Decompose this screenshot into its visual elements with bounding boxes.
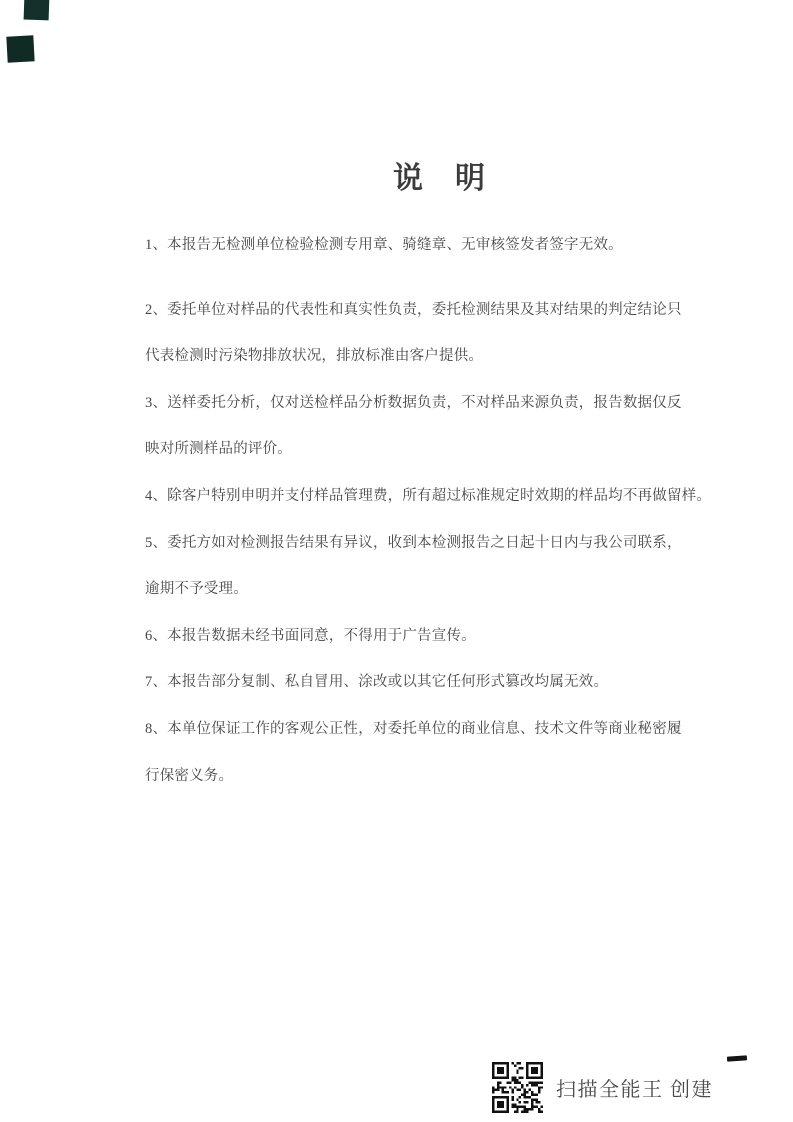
- notice-line: 映对所测样品的评价。: [145, 441, 292, 458]
- notice-line: 代表检测时污染物排放状况，排放标准由客户提供。: [145, 348, 484, 365]
- notice-line: 5、委托方如对检测报告结果有异议，收到本检测报告之日起十日内与我公司联系，: [145, 534, 682, 551]
- notice-item: [145, 520, 733, 613]
- notice-list: [145, 222, 733, 799]
- notice-item: [145, 706, 733, 799]
- notice-line: 1、本报告无检测单位检验检测专用章、骑缝章、无审核签发者签字无效。: [145, 237, 623, 253]
- notice-line: 逾期不予受理。: [145, 581, 248, 598]
- notice-item: [145, 222, 733, 269]
- page-title: 说明: [393, 162, 517, 195]
- scan-artifact-square-top: [24, 0, 50, 20]
- scan-artifact-square-bottom: [6, 35, 34, 62]
- notice-line: 行保密义务。: [145, 767, 234, 784]
- notice-line: 8、本单位保证工作的客观公正性，对委托单位的商业信息、技术文件等商业秘密履: [145, 720, 682, 737]
- watermark-label: 扫描全能王 创建: [556, 1078, 713, 1101]
- notice-item: [145, 380, 733, 473]
- notice-line: 4、除客户特别申明并支付样品管理费，所有超过标准规定时效期的样品均不再做留样。: [145, 487, 712, 504]
- notice-item: [145, 613, 733, 660]
- title-row: [145, 161, 733, 197]
- notice-item: [145, 287, 733, 380]
- notice-item: [145, 473, 733, 520]
- notice-line: 7、本报告部分复制、私自冒用、涂改或以其它任何形式篡改均属无效。: [145, 674, 609, 691]
- camscanner-watermark: [492, 1061, 713, 1113]
- notice-line: 3、送样委托分析，仅对送检样品分析数据负责，不对样品来源负责，报告数据仅反: [145, 394, 682, 411]
- notice-item: [145, 659, 733, 706]
- notice-line: 2、委托单位对样品的代表性和真实性负责，委托检测结果及其对结果的判定结论只: [145, 301, 682, 318]
- qr-code-icon: [492, 1062, 543, 1113]
- scan-artifact-dash: [727, 1055, 747, 1061]
- notice-line: 6、本报告数据未经书面同意，不得用于广告宣传。: [145, 627, 476, 644]
